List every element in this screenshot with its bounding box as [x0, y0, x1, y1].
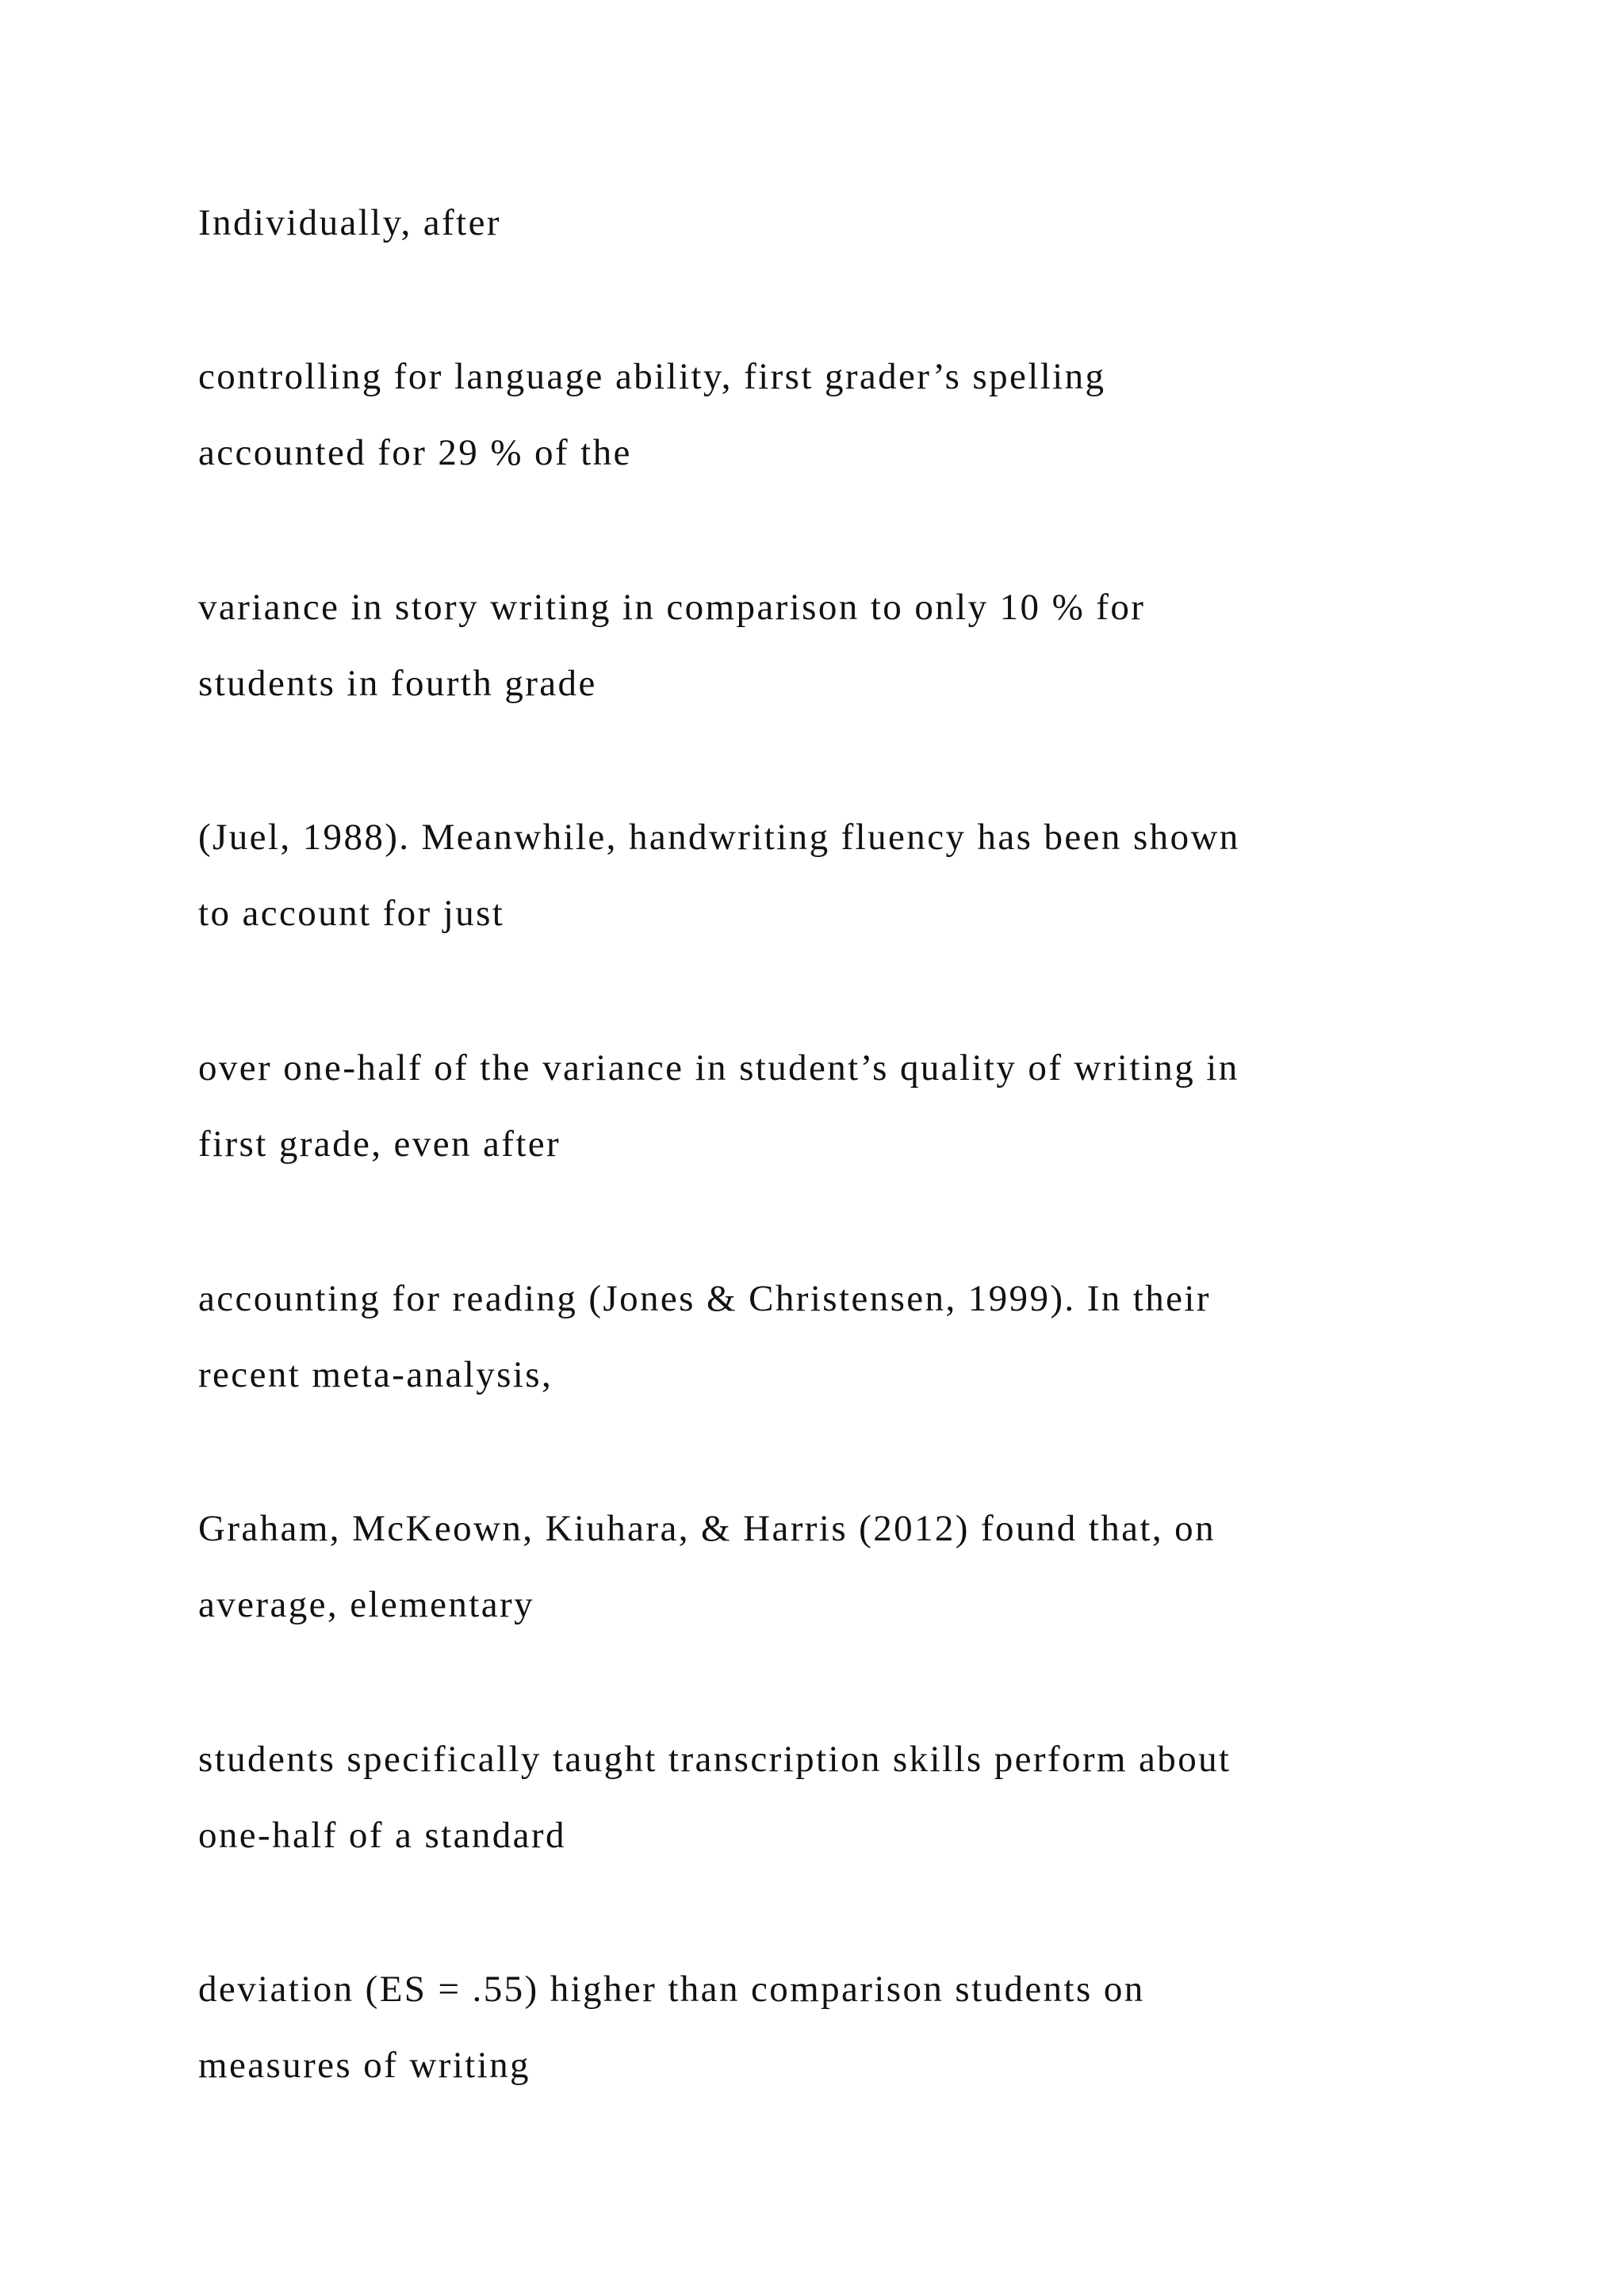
text-line: over one-half of the variance in student’s quality of writing in [198, 1047, 1239, 1089]
text-line: first grade, even after [198, 1123, 561, 1165]
text-line: accounting for reading (Jones & Christensen, 1999). In their [198, 1278, 1211, 1319]
text-line: average, elementary [198, 1584, 534, 1625]
text-line: students specifically taught transcription skills perform about [198, 1739, 1231, 1780]
text-line: students in fourth grade [198, 663, 597, 704]
paragraph-6 [198, 1261, 1467, 1413]
text-line: controlling for language ability, first grader’s spelling [198, 356, 1106, 397]
paragraph-1 [198, 185, 1467, 261]
text-line: to account for just [198, 893, 505, 934]
text-line: accounted for 29 % of the [198, 432, 632, 473]
paragraph-3 [198, 569, 1467, 721]
text-line: variance in story writing in comparison to only 10 % for [198, 587, 1146, 628]
paragraph-7 [198, 1490, 1467, 1643]
text-line: one-half of a standard [198, 1815, 566, 1856]
text-line: deviation (ES = .55) higher than comparison students on [198, 1969, 1145, 2010]
text-line: Individually, after [198, 202, 501, 243]
paragraph-2 [198, 339, 1467, 491]
paragraph-9 [198, 1951, 1467, 2103]
paragraph-8 [198, 1721, 1467, 1873]
text-line: measures of writing [198, 2045, 530, 2086]
paragraph-4 [198, 799, 1467, 951]
paragraph-5 [198, 1030, 1467, 1182]
text-line: recent meta-analysis, [198, 1354, 553, 1395]
text-line: Graham, McKeown, Kiuhara, & Harris (2012) found that, on [198, 1508, 1216, 1549]
text-line: (Juel, 1988). Meanwhile, handwriting fluency has been shown [198, 817, 1240, 858]
